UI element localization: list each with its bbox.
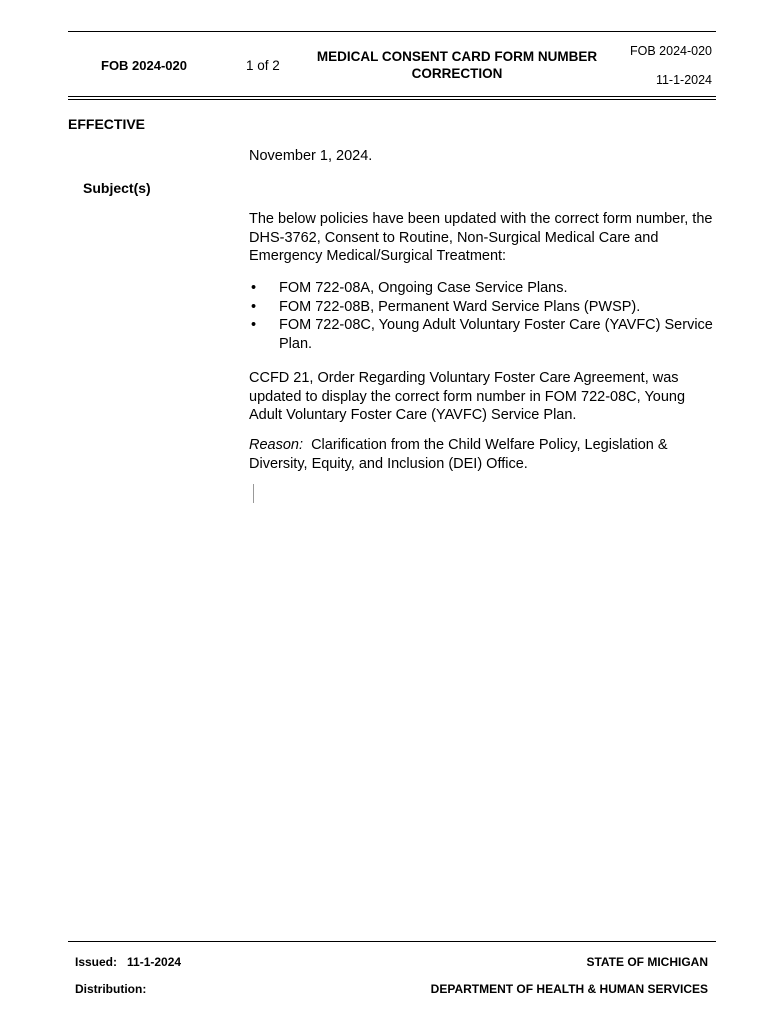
effective-label: EFFECTIVE [68, 116, 146, 132]
footer-department: DEPARTMENT OF HEALTH & HUMAN SERVICES [430, 982, 708, 996]
list-item-text: FOM 722-08B, Permanent Ward Service Plans (PWSP). [279, 298, 641, 315]
footer-distribution: Distribution: [75, 982, 147, 996]
ccfd-paragraph: CCFD 21, Order Regarding Voluntary Foster Care Agreement, was updated to display the correct form number in FOM 722-08C, Young Adult Voluntary Foster Care (YAVFC) Service Plan. [249, 370, 686, 423]
bullet-icon: • [251, 298, 257, 315]
list-item [249, 279, 719, 298]
text-cursor [253, 484, 254, 503]
header-title: MEDICAL CONSENT CARD FORM NUMBER CORRECTION [316, 49, 598, 81]
header-fob-right: FOB 2024-020 [630, 44, 712, 58]
footer-issued: Issued: 11-1-2024 [75, 955, 182, 969]
effective-date: November 1, 2024. [249, 148, 373, 164]
policy-list [249, 279, 719, 353]
header-page-indicator: 1 of 2 [246, 58, 280, 73]
list-item-text: FOM 722-08A, Ongoing Case Service Plans. [279, 280, 568, 296]
header-date-right: 11-1-2024 [655, 73, 712, 87]
header-bottom-rule-double [68, 99, 716, 100]
reason-text: Clarification from the Child Welfare Policy, Legislation & Diversity, Equity, and Inclusion (DEI) Office. [249, 437, 668, 472]
list-item [249, 316, 719, 353]
bullet-icon: • [251, 317, 257, 333]
bullet-icon: • [251, 280, 257, 296]
header-fob-number: FOB 2024-020 [101, 58, 187, 73]
policy-update-paragraph: The below policies have been updated with the correct form number, the DHS-3762, Consent to Routine, Non-Surgical Medical Care and Emergency Medical/Surgical Treatment: [249, 211, 713, 264]
footer-state: STATE OF MICHIGAN [586, 955, 708, 969]
list-item-text: FOM 722-08C, Young Adult Voluntary Foster Care (YAVFC) Service Plan. [279, 317, 713, 352]
reason-label: Reason: [249, 437, 304, 453]
header-bottom-rule [68, 96, 716, 97]
header-top-rule [68, 31, 716, 32]
footer-rule [68, 941, 716, 942]
list-item [249, 298, 719, 317]
reason-paragraph [249, 436, 719, 473]
subject-label: Subject(s) [83, 180, 151, 196]
